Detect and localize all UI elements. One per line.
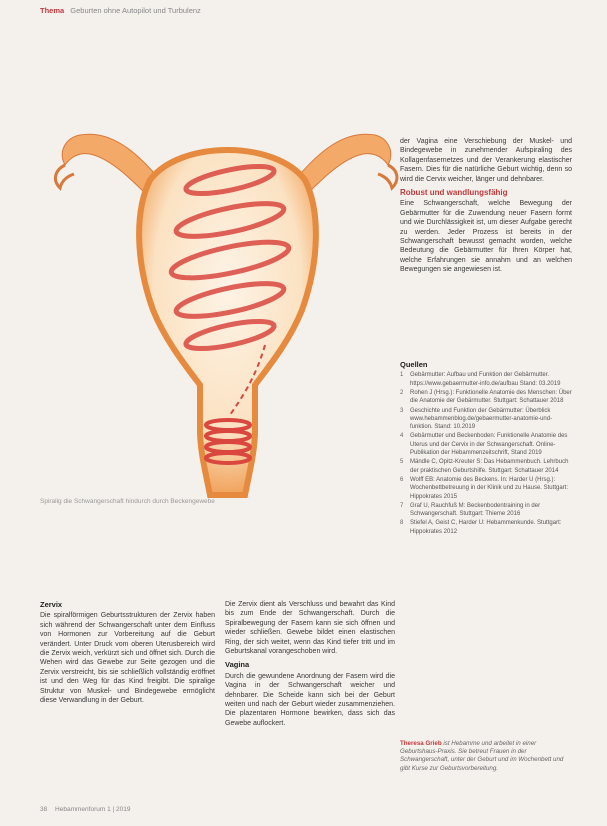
left-fimbria <box>55 165 74 188</box>
source-item <box>400 371 572 388</box>
source-text: Stiefel A, Geist C, Harder U: Hebammenkunde. Stuttgart: Hippokrates 2012 <box>410 520 562 535</box>
source-text: Geschichte und Funktion der Gebärmutter: Überblick www.hebammenblog.de/gebaermutter-anatomie-und-funktion. Stand: 10.2019 <box>410 407 553 431</box>
source-item <box>400 458 572 475</box>
author-box <box>400 740 572 773</box>
page-footer <box>40 806 130 813</box>
source-item <box>400 502 572 519</box>
source-text: Rohen J (Hrsg.): Funktionelle Anatomie des Menschen: Über die Anatomie der Gebärmutter. Stuttgart: Schattauer 2018 <box>410 390 572 405</box>
section-heading: Zervix <box>40 600 63 609</box>
source-item <box>400 432 572 457</box>
source-item <box>400 476 572 501</box>
section-label: Thema <box>40 6 65 15</box>
middle-column-bottom <box>225 600 395 732</box>
source-text: Gebärmutter: Aufbau und Funktion der Gebärmutter. https://www.gebaermutter-info.de/aufbau Stand: 03.2019 <box>410 372 561 387</box>
source-number: 8 <box>400 520 404 527</box>
source-item <box>400 407 572 432</box>
left-column-bottom <box>40 600 215 709</box>
paragraph: der Vagina eine Verschiebung der Muskel- und Bindegewebe in zunehmender Aufspiraling des Kollagenfasernetzes und der Verankerung elastischer Fasern. Dies für die natürliche Geburt wichtig, denn so wird die Cervix weicher, länger und dehnbarer. <box>400 138 572 183</box>
source-number: 6 <box>400 476 404 483</box>
source-text: Mändle C, Opitz-Kreuter S: Das Hebammenbuch. Lehrbuch der praktischen Geburtshilfe. Stuttgart: Schattauer 2014 <box>410 459 569 474</box>
source-number: 7 <box>400 502 404 509</box>
source-number: 3 <box>400 407 404 414</box>
page-number: 38 <box>40 806 48 813</box>
source-number: 4 <box>400 433 404 440</box>
illustration-caption: Spiralig die Schwangerschaft hindurch durch Beckengewebe <box>40 498 215 505</box>
right-column-top <box>400 137 572 279</box>
issue-label: 1 | 2019 <box>107 806 131 813</box>
paragraph: Die Zervix dient als Verschluss und bewahrt das Kind bis zum Ende der Schwangerschaft. Durch die Spiralbewegung der Fasern kann sie sich öffnen und wieder schließen. Gewebe bildet einen elastischen Ring, der sich weitet, wenn das Kind tiefer tritt und im Geburtskanal vorangeschoben wird. <box>225 601 395 656</box>
paragraph: Die spiralförmigen Geburtsstrukturen der Zervix haben sich während der Schwangerschaft unter dem Einfluss von Hormonen zur Vorbereitung auf die Geburt verändert. Unter Druck vom oberen Uterusbereich wird die Zervix weich, verkürzt sich und öffnet sich. Durch die Wehen wird das Gewebe zur Seite gezogen und die Zervix verstreicht, bis sie schließlich vollständig eröffnet ist und den Weg für das Kind freigibt. Die spiralige Struktur von Muskel- und Bindegewebe ermöglicht diese Verwandlung in der Geburt. <box>40 612 215 705</box>
source-number: 5 <box>400 459 404 466</box>
author-name: Theresa Grieb <box>400 740 442 747</box>
source-text: Wolff EB: Anatomie des Beckens. In: Harder U (Hrsg.): Wochenbettbetreuung in der Klinik und zu Hause. Stuttgart: Hippokrates 2015 <box>410 476 568 500</box>
source-text: Graf U, Rauchfuß M: Beckenbodentraining in der Schwangerschaft. Stuttgart: Thieme 2016 <box>410 502 541 518</box>
source-number: 1 <box>400 372 404 379</box>
author-bio: ist Hebamme und arbeitet in einer Geburtshaus-Praxis. Sie betreut Frauen in der Schwangerschaft, unter der Geburt und im Wochenbett und gibt Kurse zur Geburtsvorbereitung. <box>400 740 564 772</box>
magazine-name: Hebammenforum <box>55 806 106 813</box>
section-heading: Robust und wandlungsfähig <box>400 188 508 198</box>
uterus-illustration <box>40 110 400 500</box>
sources-section <box>400 360 572 537</box>
sources-list <box>400 371 572 536</box>
right-fimbria <box>378 165 397 188</box>
section-heading: Vagina <box>225 660 250 670</box>
paragraph: Eine Schwangerschaft, welche Bewegung der Gebärmutter für die Zuwendung neuer Fasern formt und wie Durchlässigkeit ist, um dieser Aufgabe gerecht zu werden. Jeder Prozess ist bereits in der Schwangerschaft bewusst gemacht worden, welche Bedeutung die Gebärmutter für Ihren Körper hat, welche Erfahrungen sie annahm und an welchen Bewegungen sie angewiesen ist. <box>400 200 572 274</box>
source-item <box>400 519 572 536</box>
source-text: Gebärmutter und Beckenboden: Funktionelle Anatomie des Uterus und der Cervix in der Schwangerschaft. Online-Publikation der Hebammenzeitschrift, Stand 2019 <box>410 433 568 457</box>
section-topic: Geburten ohne Autopilot und Turbulenz <box>70 6 201 15</box>
paragraph: Durch die gewundene Anordnung der Fasern wird die Vagina in der Schwangerschaft weicher und dehnbarer. Die Scheide kann sich bei der Geburt weiten und nach der Geburt wieder zusammenziehen. Die plazentaren Hormone bewirken, dass sich das Gewebe auflockert. <box>225 672 395 727</box>
source-number: 2 <box>400 390 404 396</box>
page-header <box>40 6 201 15</box>
source-item <box>400 389 572 406</box>
sources-heading: Quellen <box>400 360 428 369</box>
